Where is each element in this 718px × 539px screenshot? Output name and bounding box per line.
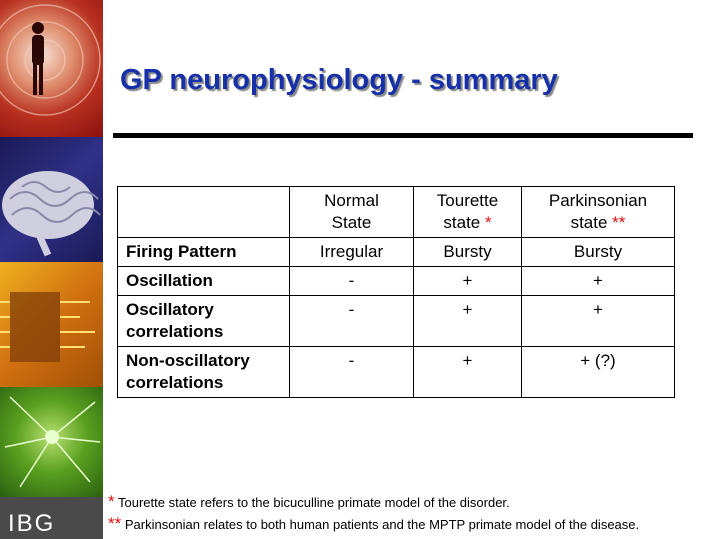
table-cell: - — [290, 296, 414, 347]
human-figure-image — [0, 0, 103, 137]
table-cell: + — [522, 267, 675, 296]
slide-title: GP neurophysiology - summary — [120, 64, 558, 96]
circuit-chip-icon — [0, 262, 103, 387]
footnote-text: Tourette state refers to the bicuculline primate model of the disorder. — [114, 495, 510, 510]
table-row — [118, 347, 675, 398]
row-header — [118, 347, 290, 398]
table-cell: Bursty — [522, 238, 675, 267]
column-header-line2: state — [570, 213, 608, 232]
table-cell: - — [290, 267, 414, 296]
neuron-icon — [0, 387, 103, 497]
summary-table — [117, 186, 675, 398]
circuit-image — [0, 262, 103, 387]
table-row — [118, 296, 675, 347]
column-header-line1: Tourette — [436, 191, 499, 210]
footnote-mark: ** — [108, 514, 122, 533]
footnote-mark: * — [108, 492, 115, 511]
table-cell: + (?) — [522, 347, 675, 398]
table-cell: + — [414, 267, 522, 296]
neuron-image — [0, 387, 103, 497]
column-header — [290, 187, 414, 238]
row-header-line2: correlations — [126, 373, 224, 392]
column-header-line2: State — [331, 213, 372, 232]
column-header-mark: * — [484, 213, 492, 232]
title-rule — [113, 133, 693, 138]
row-header-line1: Non-oscillatory — [126, 351, 250, 370]
column-header — [414, 187, 522, 238]
table-cell: + — [522, 296, 675, 347]
footnote-text: Parkinsonian relates to both human patients and the MPTP primate model of the disease. — [121, 517, 640, 532]
row-header — [118, 296, 290, 347]
column-header-line1: Normal — [324, 191, 379, 210]
empty-header-cell — [118, 187, 290, 238]
human-figure-icon — [0, 0, 103, 137]
table-row — [118, 267, 675, 296]
brain-icon — [0, 137, 103, 262]
table-cell: Bursty — [414, 238, 522, 267]
ibg-logo: IBG — [8, 510, 56, 537]
row-header: Firing Pattern — [118, 238, 290, 267]
row-header: Oscillation — [118, 267, 290, 296]
column-header-mark: ** — [612, 213, 626, 232]
table-row — [118, 238, 675, 267]
row-header-line1: Oscillatory — [126, 300, 214, 319]
left-image-strip — [0, 0, 103, 539]
table-cell: + — [414, 296, 522, 347]
table-cell: Irregular — [290, 238, 414, 267]
brain-image — [0, 137, 103, 262]
table-header-row — [118, 187, 675, 238]
column-header-line1: Parkinsonian — [548, 191, 648, 210]
footnote-1 — [108, 492, 510, 512]
column-header — [522, 187, 675, 238]
row-header-line2: correlations — [126, 322, 224, 341]
table-cell: - — [290, 347, 414, 398]
footnote-2 — [108, 514, 639, 534]
table-cell: + — [414, 347, 522, 398]
column-header-line2: state — [443, 213, 481, 232]
